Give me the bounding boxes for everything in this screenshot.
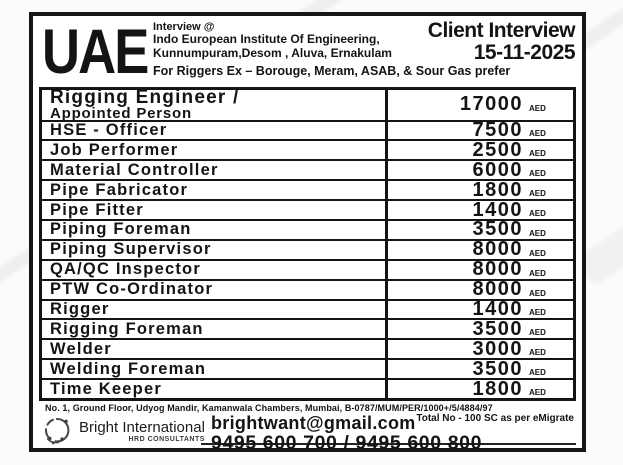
job-salary-cell [388,258,573,281]
job-title-cell [42,141,388,159]
salary-amount: 1800 [472,178,523,201]
job-title: Rigging Engineer / [50,87,240,109]
currency-label: AED [529,368,546,378]
currency-label: AED [529,388,546,398]
table-row [42,338,573,358]
job-title-cell [42,340,388,358]
agency-name: Bright International [79,418,205,436]
salary-amount: 1800 [472,377,523,400]
interview-at-label: Interview @ [153,21,215,33]
job-title-cell [42,320,388,338]
job-title-cell [42,87,388,123]
currency-label: AED [529,169,546,179]
job-salary-cell [388,178,573,201]
job-salary-cell [388,118,573,141]
job-title-cell [42,201,388,219]
job-title: HSE - Officer [50,120,168,139]
job-title-cell [42,261,388,279]
salary-amount: 17000 [459,93,523,116]
currency-label: AED [529,308,546,318]
prefer-note: For Riggers Ex – Borouge, Meram, ASAB, & Sour Gas prefer [153,64,511,78]
job-salary-cell [388,357,573,380]
job-title-cell [42,281,388,299]
table-row [42,199,573,219]
job-title: Piping Foreman [50,220,192,239]
job-title-cell [42,301,388,319]
table-row [42,279,573,299]
client-interview-label: Client Interview [427,19,575,42]
job-salary-cell [388,158,573,181]
currency-label: AED [529,248,546,258]
job-salary-cell [388,218,573,241]
job-title-cell [42,241,388,259]
job-salary-cell [388,238,573,261]
currency-label: AED [529,103,546,113]
job-title: Welder [50,339,112,358]
salary-amount: 1400 [472,198,523,221]
job-title: Job Performer [50,140,179,159]
job-title-cell [42,181,388,199]
country-title: UAE [42,15,148,87]
job-title: PTW Co-Ordinator [50,280,214,299]
salary-table [39,87,576,401]
currency-label: AED [529,348,546,358]
salary-amount: 7500 [472,118,523,141]
job-title: QA/QC Inspector [50,260,201,279]
job-title-cell [42,122,388,140]
salary-amount: 2500 [472,138,523,161]
table-row [42,239,573,259]
job-salary-cell [388,297,573,320]
job-salary-cell [388,278,573,301]
agency-email[interactable]: brightwant@gmail.com [211,413,416,433]
table-row [42,120,573,140]
globe-logo-icon [41,415,75,447]
salary-amount: 8000 [472,278,523,301]
job-title: Pipe Fabricator [50,180,189,199]
job-title-cell [42,380,388,398]
agency-address: No. 1, Ground Floor, Udyog Mandir, Kamanwala Chambers, Mumbai, B-0787/MUM/PER/1000+/5/4884/97 [45,403,493,413]
salary-amount: 3500 [472,218,523,241]
job-title: Rigger [50,299,110,318]
table-row [42,378,573,398]
currency-label: AED [529,149,546,159]
job-title-cell [42,161,388,179]
agency-subtitle: HRD CONSULTANTS [128,435,205,443]
salary-amount: 3500 [472,317,523,340]
salary-amount: 6000 [472,158,523,181]
salary-amount: 1400 [472,297,523,320]
table-row [42,318,573,338]
currency-label: AED [529,328,546,338]
total-note: Total No - 100 SC as per eMigrate [416,413,574,424]
job-salary-cell [388,377,573,400]
table-row [42,159,573,179]
flyer-footer [39,401,576,454]
interview-date: 15-11-2025 [473,41,575,64]
institute-line2: Kunnumpuram,Desom , Aluva, Ernakulam [153,45,392,60]
job-title: Pipe Fitter [50,200,144,219]
table-row [42,299,573,319]
currency-label: AED [529,129,546,139]
job-salary-cell [388,90,573,120]
agency-text [79,420,205,443]
table-row [42,259,573,279]
salary-amount: 8000 [472,238,523,261]
table-row [42,219,573,239]
job-salary-cell [388,138,573,161]
salary-amount: 3500 [472,357,523,380]
flyer-border [29,12,586,452]
table-row [42,358,573,378]
flyer-header [33,16,582,87]
contact-block [201,413,576,454]
job-salary-cell [388,317,573,340]
job-title: Welding Foreman [50,359,207,378]
salary-amount: 8000 [472,258,523,281]
currency-label: AED [529,288,546,298]
table-row [42,87,573,123]
currency-label: AED [529,209,546,219]
job-salary-cell [388,337,573,360]
agency-logo-block [41,415,205,447]
client-interview-block [428,20,575,64]
currency-label: AED [529,228,546,238]
job-title: Piping Supervisor [50,240,212,259]
salary-amount: 3000 [472,337,523,360]
job-salary-cell [388,198,573,221]
job-title: Material Controller [50,160,219,179]
agency-phones[interactable]: 9495 600 700 / 9495 600 800 [211,432,483,454]
currency-label: AED [529,268,546,278]
job-title-cell [42,360,388,378]
table-row [42,179,573,199]
job-title-line2: Appointed Person [50,105,192,123]
currency-label: AED [529,189,546,199]
job-title: Rigging Foreman [50,319,204,338]
table-row [42,139,573,159]
job-title: Time Keeper [50,379,162,398]
institute-line1: Indo European Institute Of Engineering, [153,32,380,46]
job-title-cell [42,221,388,239]
